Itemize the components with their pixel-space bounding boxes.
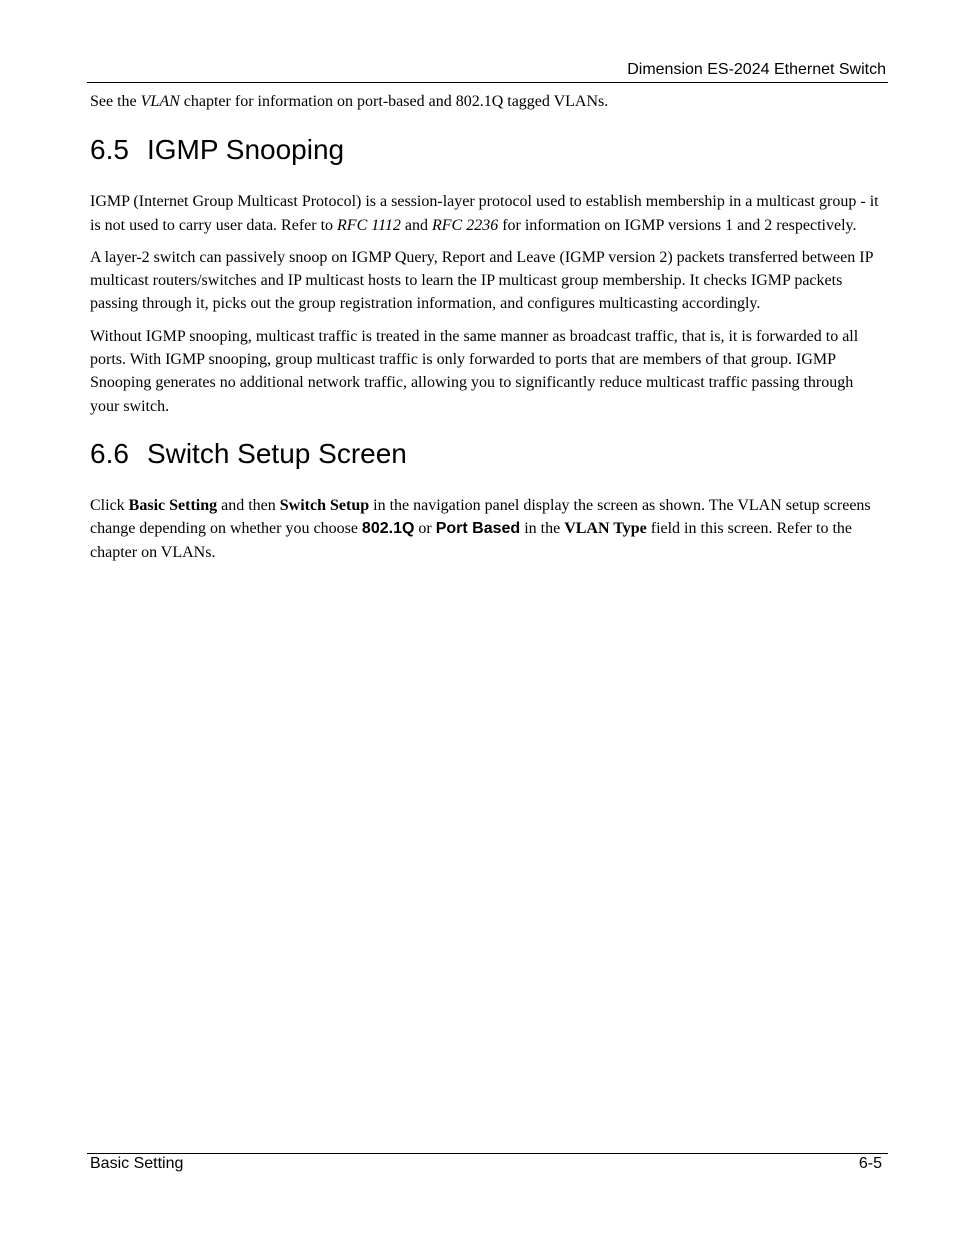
footer-rule [87,1153,888,1154]
rfc-2236-reference: RFC 2236 [431,216,499,234]
footer-chapter-name: Basic Setting [90,1155,184,1172]
vlan-reference: VLAN [140,93,180,110]
switch-setup-term: Switch Setup [279,496,370,514]
section-title: Switch Setup Screen [146,437,407,469]
rfc-1112-reference: RFC 1112 [337,216,401,234]
igmp-paragraph-2: A layer-2 switch can passively snoop on IGMP Query, Report and Leave (IGMP version 2) packets transferred between IP multicast routers/switches and IP multicast hosts to learn the IP multicast group membership. It checks IGMP packets passing through it, picks out the group registration information, and configures multicasting accordingly. [90,248,873,313]
basic-setting-term: Basic Setting [128,496,218,514]
vlan-type-field-term: VLAN Type [564,520,647,538]
switch-setup-paragraph: Click Basic Setting and then Switch Setup in the navigation panel display the screen as shown. The VLAN setup screens change depending on whether you choose 802.1Q or Port Based in the VLAN Type field in this screen. Refer to the chapter on VLANs. [90,496,871,561]
footer-page-number: 6-5 [858,1155,882,1172]
port-based-option-term: Port Based [435,520,521,538]
page-body [90,90,880,573]
running-header: Dimension ES-2024 Ethernet Switch [627,61,886,78]
section-heading-igmp-snooping [90,133,880,167]
igmp-paragraph-1: IGMP (Internet Group Multicast Protocol) is a session-layer protocol used to establish membership in a multicast group - it is not used to carry user data. Refer to RFC 1112 and RFC 2236 for information on IGMP versions 1 and 2 respectively. [90,193,879,234]
section-heading-switch-setup-screen [90,437,880,471]
section-number: 6.6 [90,437,129,469]
dot1q-option-term: 802.1Q [361,520,415,538]
section-number: 6.5 [90,134,129,166]
intro-paragraph: See the VLAN chapter for information on port-based and 802.1Q tagged VLANs. [90,93,609,110]
igmp-paragraph-3: Without IGMP snooping, multicast traffic is treated in the same manner as broadcast traffic, that is, it is forwarded to all ports. With IGMP snooping, group multicast traffic is only forwarded to ports that are members of that group. IGMP Snooping generates no additional network traffic, allowing you to significantly reduce multicast traffic passing through your switch. [90,327,859,415]
header-rule [87,82,888,83]
section-title: IGMP Snooping [146,134,345,166]
